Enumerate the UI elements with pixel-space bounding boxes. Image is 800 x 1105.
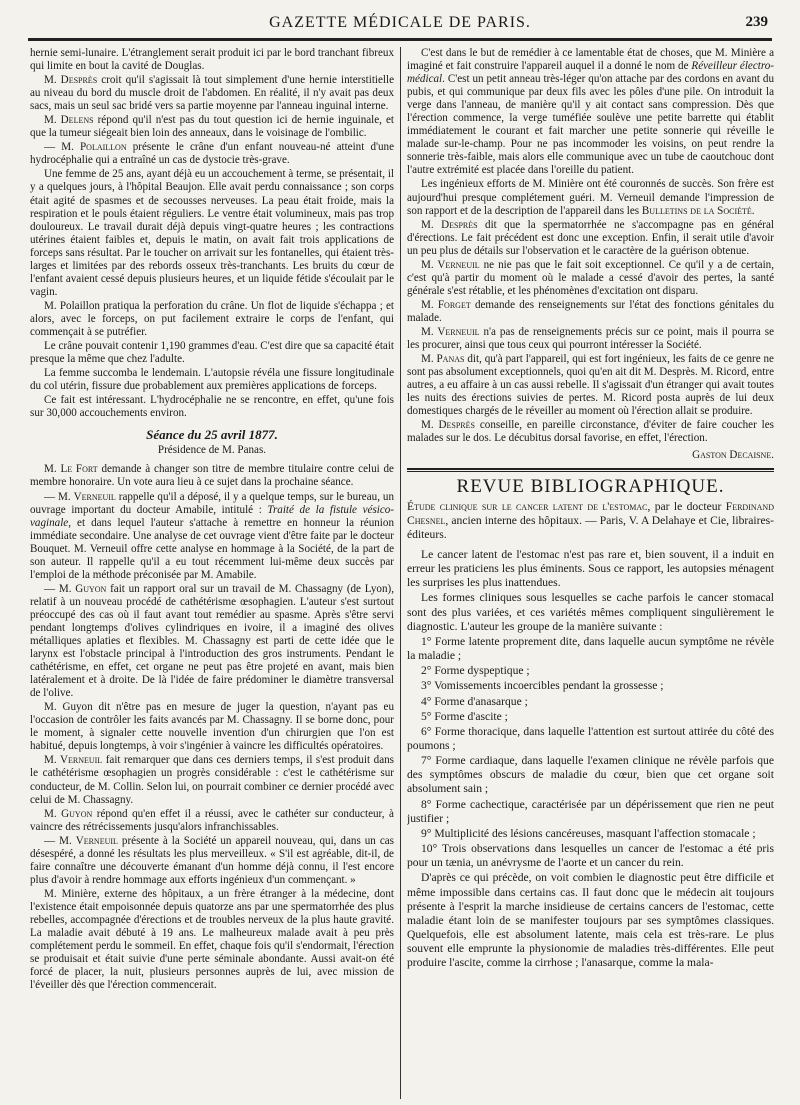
list-item: 2° Forme dyspeptique ; [421,664,530,678]
publication-name: Bulletins de la Société [641,204,752,217]
paragraph: La femme succomba le lendemain. L'autopsie révéla une fissure longitudinale du col utérin, fissure due probablement aux premières applications de forceps. [30,367,394,393]
paragraph: M. Verneuil fait remarquer que dans ces derniers temps, il s'est produit dans le cathétérisme œsophagien un progrès considérable : c'est le cathétérisme sur conducteur, de M. Collin. Selon lui, on pourrait combiner ce dernier procédé avec celui de M. Chassagny. [30,754,394,806]
paragraph: M. Polaillon pratiqua la perforation du crâne. Un flot de liquide s'échappa ; et alors, avec le forceps, on put facilement extraire le corps de l'enfant, qui commençait à se putréfier. [30,299,394,338]
paragraph: M. Desprès dit que la spermatorrhée ne s'accompagne pas en général d'érections. Le fait précédent est donc une exception. Enfin, il serait utile d'avoir un peu plus de détails sur l'observation et le caractère de la guérison obtenue. [407,218,774,257]
left-column [30,47,394,1101]
section-rule [407,468,774,472]
paragraph: M. Desprès conseille, en pareille circonstance, d'éviter de faire coucher les malades sur le dos. Le décubitus dorsal favorise, en effet, l'érection. [407,419,774,445]
paragraph: M. Minière, externe des hôpitaux, a un frère étranger à la médecine, dont l'existence était empoisonnée depuis quatorze ans par une spermatorrhée des plus rebelles, accompagnée d'érections et de troubles nerveux de la plus haute gravité. La maladie avait débuté à 19 ans. Le malheureux malade avait à peu près complétement perdu le sommeil. En effet, chaque fois qu'il s'endormait, l'érection se produisait et était suivie d'une perte séminale abondante. Aussi avait-on été forcé de placer, la nuit, plusieurs personnes auprès de lui, avec mission de l'éveiller dès que l'érection commencerait. [30,887,394,992]
session-chair: Présidence de M. Panas. [157,444,267,457]
paragraph: M. Panas dit, qu'à part l'appareil, qui est fort ingénieux, les faits de ce genre ne sont pas absolument exceptionnels, quoi qu'en ait dit M. Desprès. M. Ricord, entre autres, a eu affaire à un cas aussi rebelle. Il s'agissait d'un étranger qui avait toutes les nuits des érections suivies de pertes. M. Ricord posta auprès de lui deux domestiques chargés de le réveiller au moment où l'érection allait se produire. [407,353,774,418]
paragraph: M. Delens répond qu'il n'est pas du tout question ici de hernie inguinale, et que la tumeur siégeait bien loin des anneaux, dans le voisinage de l'ombilic. [30,114,394,140]
review-body [407,500,774,971]
speaker-name: Polaillon [80,141,127,154]
header-rule [28,38,772,41]
paragraph: C'est dans le but de remédier à ce lamentable état de choses, que M. Minière a imaginé et fait construire l'appareil auquel il a donné le nom de Réveilleur électro-médical. C'est un petit anneau très-léger qu'on attache par des cordons en avant du pubis, et qui communique par deux fils avec les pôles d'une pile. On introduit la verge dans l'anneau, de manière qu'il y ait contact sans compression. Dès que l'érection commence, la verge tuméfiée soulève une petite barrette qui établit immédiatement le courant et fait marcher une petite sonnerie qui réveille le malade sur-le-champ. Pour ne pas incommoder les voisins, on peut rendre la sonnerie très-faible, mais alors elle communique avec un tube de caoutchouc dont l'autre extrémité est placée dans l'oreille du patient. [407,47,774,177]
speaker-name: M. Desprès [421,218,478,231]
list-item: 5° Forme d'ascite ; [421,709,508,723]
list-item: 10° Trois observations dans lesquelles un cancer de l'estomac a été pris pour un tænia, un anévrysme de l'aorte et un cancer du rein. [407,842,774,870]
paragraph: M. Desprès croit qu'il s'agissait là tout simplement d'une hernie interstitielle au niveau du bord du muscle droit de l'abdomen. En réalité, il n'y avait pas deux sacs, mais un seul sac bridé vers sa partie moyenne par l'anneau inguinal interne. [30,74,394,113]
page-header [28,10,772,38]
section-title: REVUE BIBLIOGRAPHIQUE. [456,476,725,498]
speaker-name: M. Desprès [421,419,475,432]
list-item: 7° Forme cardiaque, dans laquelle l'examen clinique ne révèle parfois que des symptômes obscurs de maladie du cœur, bien que cet organe soit absolument sain ; [407,754,774,796]
paragraph: Une femme de 25 ans, ayant déjà eu un accouchement à terme, se présentait, il y a quelques jours, à l'hôpital Beaujon. Elle avait perdu connaissance ; son corps était agité de spasmes et de secousses nerveuses. La peau était froide, mais la respiration et le pouls étaient réguliers. Le ventre était volumineux, mais pas trop douloureux. Le travail durait déjà depuis vingt-quatre heures ; les contractions utérines étaient faibles et, depuis le matin, on avait fait trois applications de forceps sans résultat. Par le toucher on arrivait sur les fontanelles, qui étaient très-larges et limitées par des rebords osseux très-tranchants. Les bruits du cœur de l'enfant avaient cessé depuis plusieurs heures, et un liquide fétide s'écoulait par le vagin. [30,168,394,298]
paragraph: hernie semi-lunaire. L'étranglement serait produit ici par le bord tranchant fibreux qui limite en bout la cavité de Douglas. [30,47,394,73]
list-item: 1° Forme latente proprement dite, dans laquelle aucun symptôme ne révèle la maladie ; [407,634,774,663]
speaker-name: Verneuil [75,834,118,847]
paragraph: — M. Guyon fait un rapport oral sur un travail de M. Chassagny (de Lyon), relatif à un nouveau procédé de cathétérisme œsophagien. L'auteur s'est surtout préoccupé des cas où il faut avant tout remédier au spasme. Après s'être servi pendant longtemps d'olives cylindriques en ivoire, il a imaginé des olives métalliques aplaties et flexibles. M. Chassagny est parti de cette idée que le larynx est l'obstacle principal à l'introduction des gros instruments. Pendant le cathétérisme, en effet, cet organe ne peut pas être projeté en avant, mais bien latéralement et à droite. De là l'idée de faire prédominer le diamètre transversal de l'olive. [30,582,394,700]
paragraph: D'après ce qui précède, on voit combien le diagnostic peut être difficile et même impossible dans certains cas. Il faut donc que le médecin ait toujours présente à l'esprit la marche insidieuse de certains cancers de l'estomac, cette maladie étant loin de se manifester toujours par ses symptômes classiques. Quelquefois, elle est absolument latente, mais cela est très-rare. Le plus souvent elle emprunte la physionomie de maladies très-différentes. Elle peut produire l'ascite, comme la cirrhose ; l'anasarque, comme la mala- [407,871,774,970]
list-item: 9° Multiplicité des lésions cancéreuses, masquant l'affection stomacale ; [421,826,756,840]
page-number: 239 [745,14,768,30]
list-item: 6° Forme thoracique, dans laquelle l'attention est surtout attirée du côté des poumons ; [407,724,774,752]
device-name: Réveilleur électro-médical [407,60,774,86]
paragraph: Les ingénieux efforts de M. Minière ont été couronnés de succès. Son frère est aujourd'hui presque complétement guéri. M. Verneuil demande l'impression de son rapport et de la description de l'appareil dans les Bulletins de la Société. [407,178,774,217]
speaker-name: M. Delens [44,114,94,127]
book-reference: Étude clinique sur le cancer latent de l'estomac, par le docteur Ferdinand Chesnel, ancien interne des hôpitaux. — Paris, V. A Delahaye et Cie, libraires-éditeurs. [407,499,774,541]
paragraph: M. Guyon répond qu'en effet il a réussi, avec le cathéter sur conducteur, à vaincre des rétrécissements jusqu'alors infranchissables. [30,807,394,833]
list-item: 3° Vomissements incoercibles pendant la grossesse ; [421,679,664,693]
author-signature: Gaston Decaisne. [692,449,774,462]
book-title: Étude clinique sur le cancer latent de l'estomac [407,499,648,513]
speaker-name: Verneuil [73,490,116,503]
paragraph: M. Verneuil n'a pas de renseignements précis sur ce point, mais il pourra se les procurer, ainsi que tous ceux qui pourront intéresser la Société. [407,325,774,352]
speaker-name: Guyon [75,582,107,595]
paragraph: Ce fait est intéressant. L'hydrocéphalie ne se rencontre, en effet, qu'une fois sur 30,000 accouchements environ. [30,394,394,420]
paragraph: M. Forget demande des renseignements sur l'état des fonctions génitales du malade. [407,298,774,324]
paragraph: Les formes cliniques sous lesquelles se cache parfois le cancer stomacal sont des plus variées, et ces variétés mêmes compliquent singulièrement le diagnostic. L'auteur les groupe de la manière suivante : [407,591,774,633]
paragraph: — M. Polaillon présente le crâne d'un enfant nouveau-né atteint d'une hydrocéphalie qui a entraîné un cas de dystocie très-grave. [30,141,394,167]
paragraph: Le crâne pouvait contenir 1,190 grammes d'eau. C'est dire que sa capacité était presque la même que chez l'adulte. [30,340,394,366]
session-title: Séance du 25 avril 1877. [146,427,278,443]
list-item: 4° Forme d'anasarque ; [421,694,528,708]
paragraph: Le cancer latent de l'estomac n'est pas rare et, bien souvent, il a induit en erreur les praticiens les plus éminents. Sous ce rapport, les autopsies ménagent les surprises les plus inattendues. [407,547,774,590]
speaker-name: M. Panas [421,353,465,366]
speaker-name: M. Verneuil [44,754,103,767]
paragraph: M. Le Fort demande à changer son titre de membre titulaire contre celui de membre honoraire. Un vote aura lieu à ce sujet dans la prochaine séance. [30,463,394,489]
speaker-name: M. Guyon [44,807,93,820]
paragraph: — M. Verneuil rappelle qu'il a déposé, il y a quelque temps, sur le bureau, un ouvrage important du docteur Amabile, intitulé : Traité de la fistule vésico-vaginale, et dans lequel l'auteur s'attache à remettre en honneur la réunion immédiate secondaire. Une analyse de cet ouvrage vient d'être faite par le docteur Bouquet. M. Verneuil offre cette analyse en hommage à la Société, de la part de son auteur. Il rappelle qu'il a eu tout récemment lui-même deux succès par l'emploi de la méthode préconisée par M. Amabile. [30,490,394,581]
right-column [407,47,774,1101]
running-title: GAZETTE MÉDICALE DE PARIS. [269,14,531,31]
paragraph: M. Guyon dit n'être pas en mesure de juger la question, n'ayant pas eu l'occasion de contrôler les faits avancés par M. Chassagny. Il se borne donc, pour le moment, à signaler cette nouvelle invention d'un chirurgien que l'on est habitué, depuis longtemps, à voir s'ingénier à vaincre les difficultés opératoires. [30,701,394,753]
list-item: 8° Forme cachectique, caractérisée par un dépérissement que rien ne peut justifier ; [407,797,774,825]
speaker-name: M. Verneuil [421,325,480,338]
book-author: Ferdinand Chesnel [407,499,774,527]
speaker-name: M. Verneuil [421,258,480,271]
speaker-name: M. Desprès [44,74,98,87]
column-divider [400,47,401,1099]
speaker-name: M. Le Fort [44,463,98,476]
paragraph: M. Verneuil ne nie pas que le fait soit exceptionnel. Ce qu'il y a de certain, c'est qu'à partir du moment où le malade a cessé d'avoir des pertes, la santé générale s'est rétablie, et les phénomènes d'excitation ont disparu. [407,258,774,297]
speaker-name: M. Forget [421,298,471,311]
paragraph: — M. Verneuil présente à la Société un appareil nouveau, qui, dans un cas désespéré, a donné les résultats les plus merveilleux. « S'il est agréable, dit-il, de faire connaître une découverte émanant d'un homme déjà connu, il l'est encore plus d'avoir à rendre hommage aux efforts ingénieux d'un commençant. » [30,834,394,886]
work-title: Traité de la fistule vésico-vaginale [30,503,394,529]
